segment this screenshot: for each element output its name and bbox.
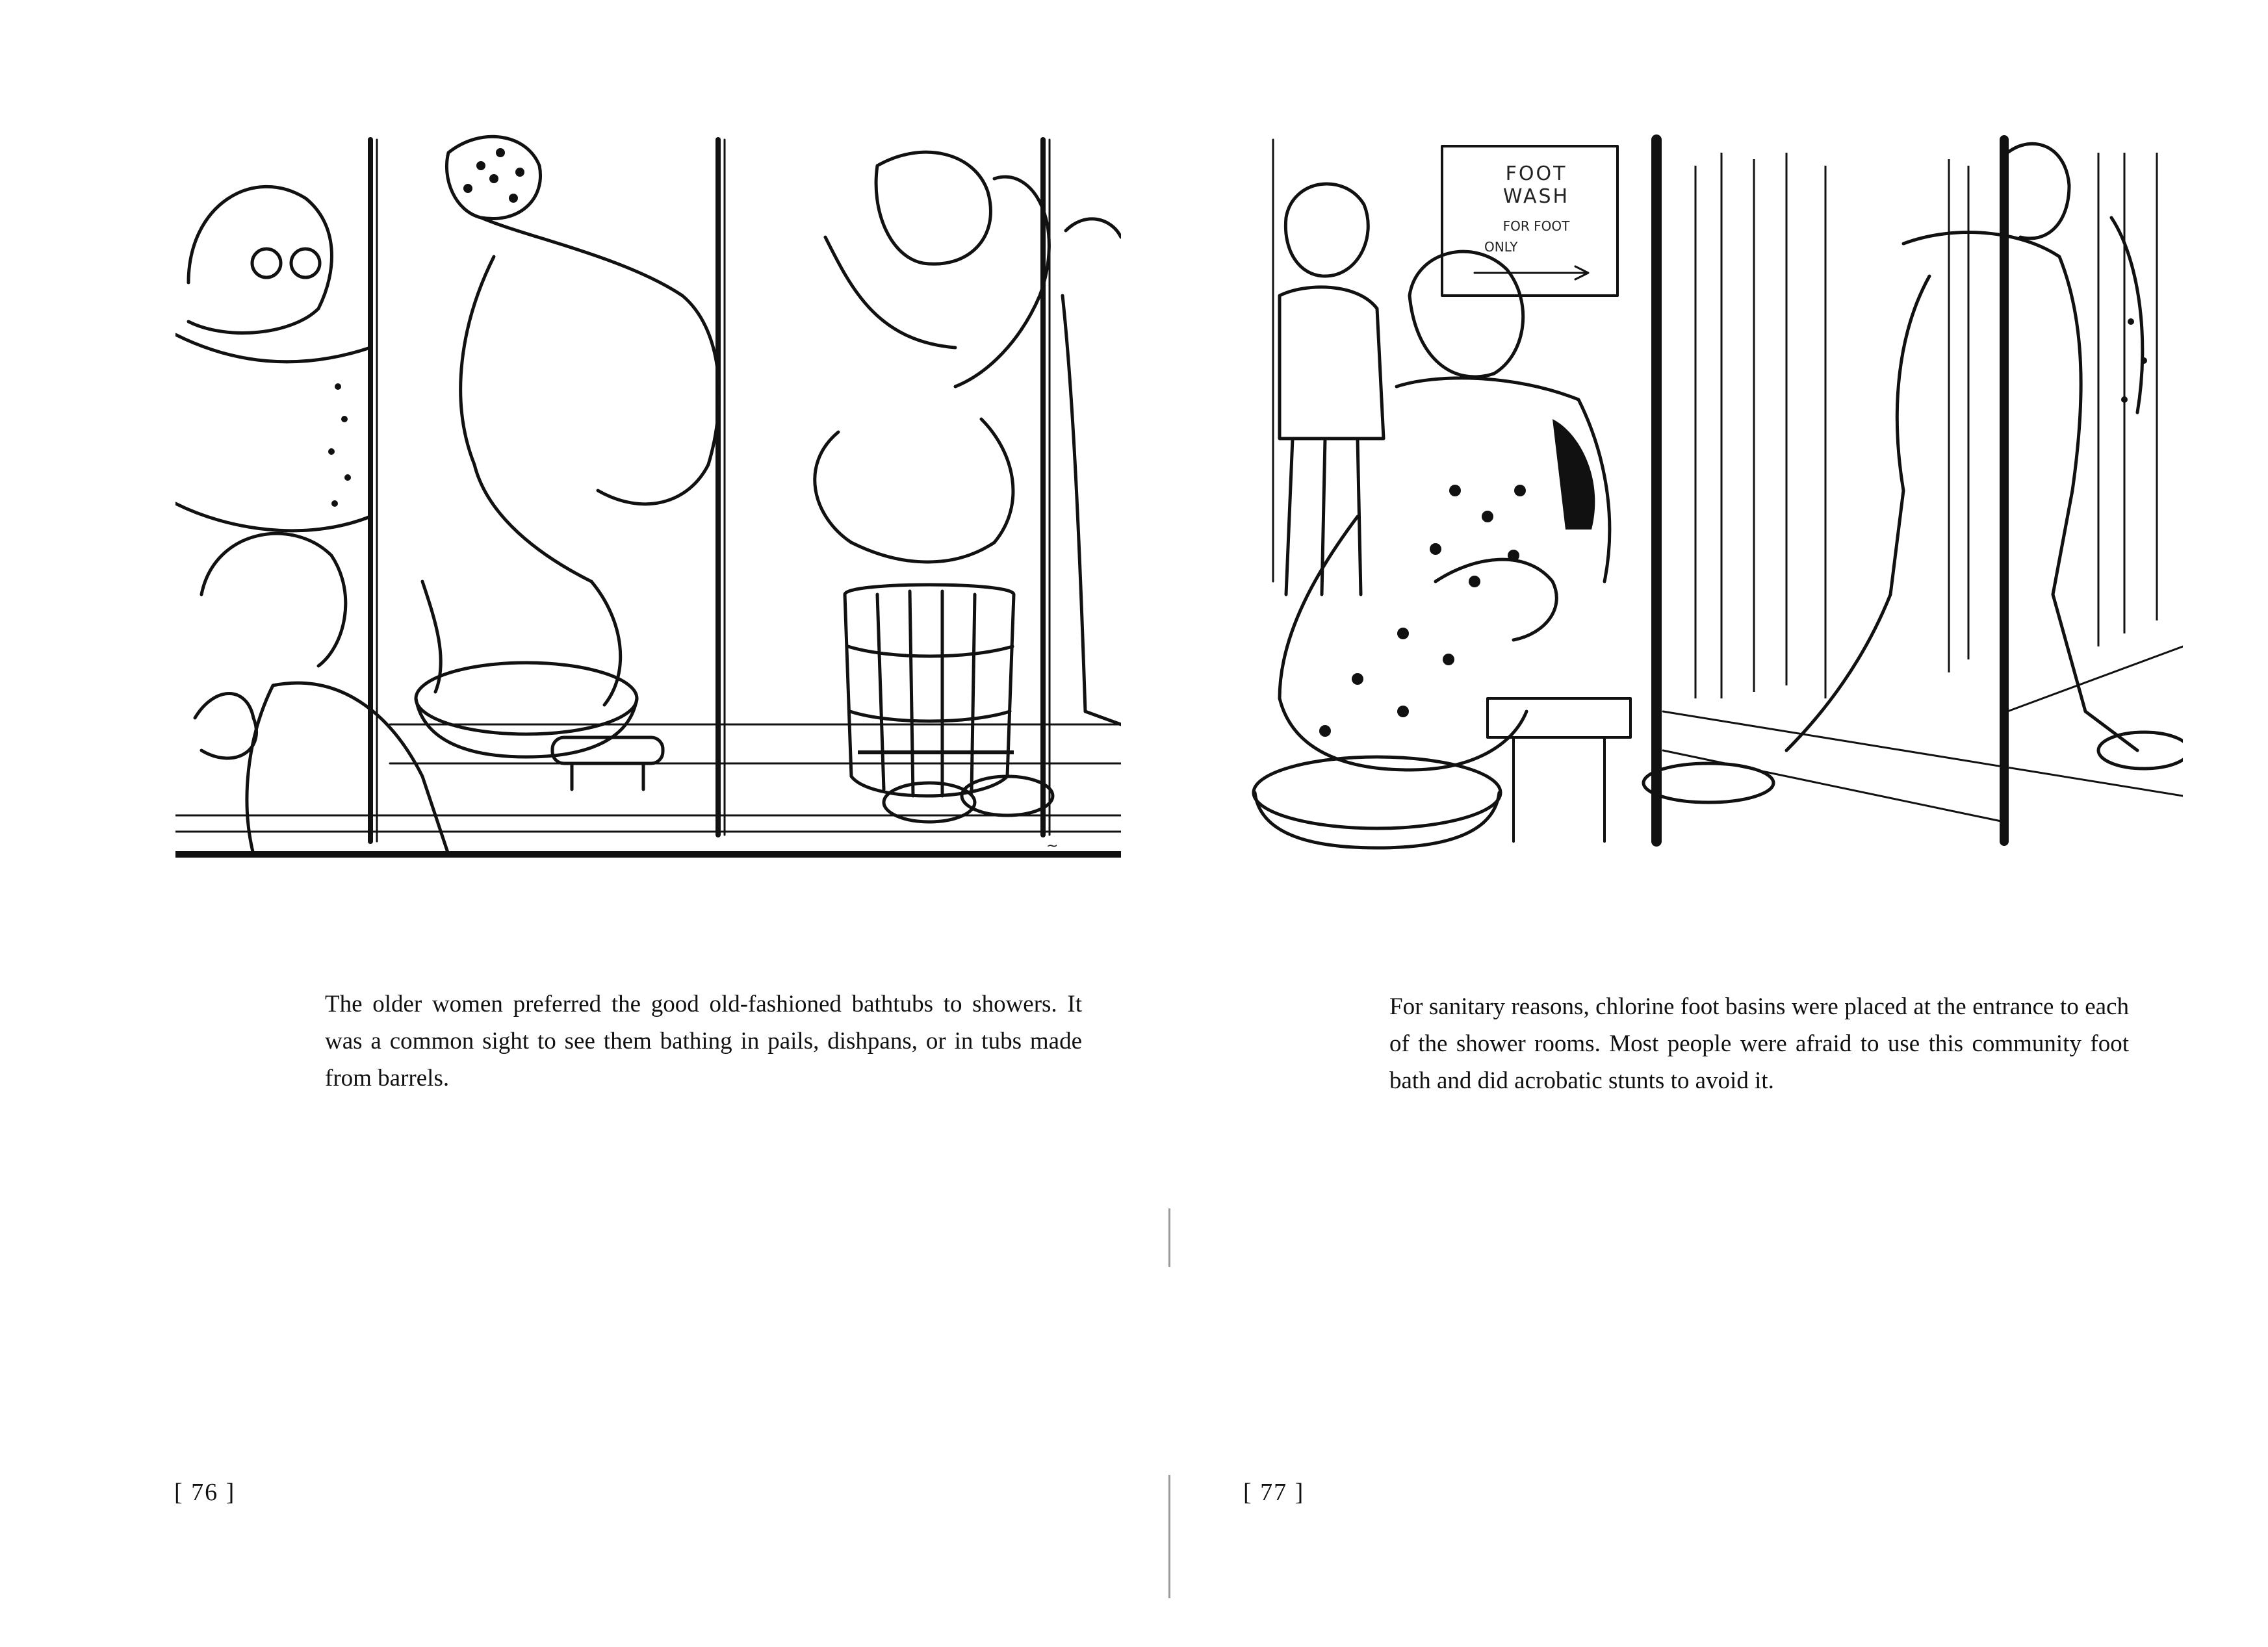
sign-line-2: FOR FOOT	[1502, 218, 1570, 234]
illustration-bathing-stalls	[175, 127, 1121, 871]
caption-bathtubs: The older women preferred the good old-fashioned bathtubs to showers. It was a common sight to see them bathing in pails, dishpans, or in tubs made from barrels.	[325, 991, 1082, 1092]
sign-line-3: ONLY	[1484, 239, 1518, 255]
illustration-foot-bath	[1241, 127, 2183, 871]
foot-wash-sign	[1471, 162, 1601, 255]
page-number-left: [ 76 ]	[174, 1479, 236, 1506]
page-number-right: [ 77 ]	[1243, 1479, 1305, 1506]
bathing-stalls-drawing	[175, 127, 1121, 871]
artist-signature-mark: ~	[1046, 838, 1059, 854]
sign-line-1: FOOT WASH	[1502, 162, 1570, 208]
foot-bath-drawing	[1241, 127, 2183, 871]
caption-foot-basins: For sanitary reasons, chlorine foot basins were placed at the entrance to each of the shower rooms. Most people were afraid to use this community foot bath and did acrobatic stunts to avoid it.	[1389, 993, 2129, 1094]
page-right	[1170, 0, 2268, 1647]
